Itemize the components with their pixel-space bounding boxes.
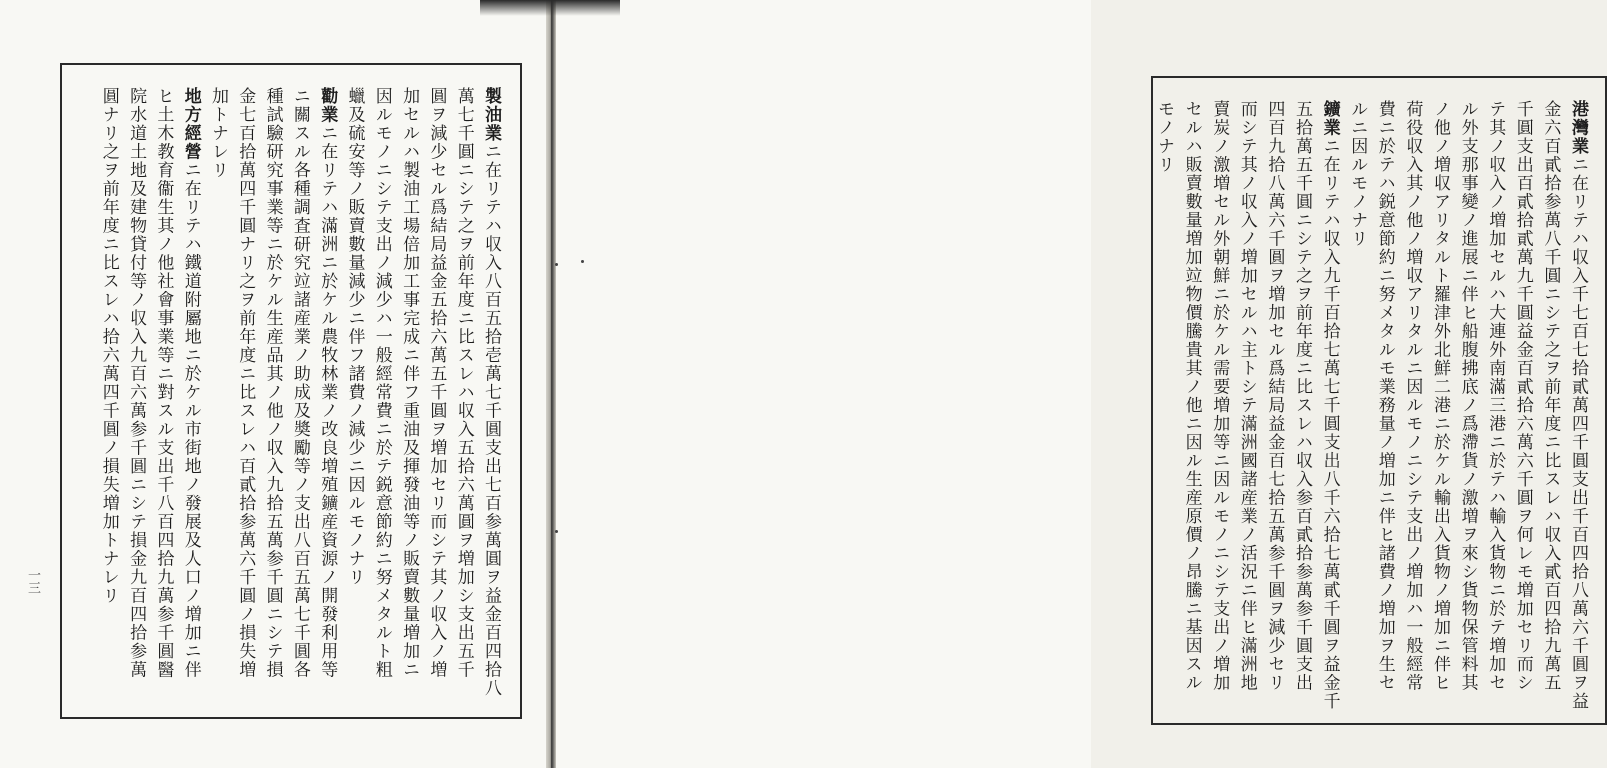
text-column [180, 87, 202, 709]
section-heading: 鑛業 [1319, 100, 1340, 137]
text-column [1457, 100, 1479, 715]
column-text: 圓ナリ之ヲ前年度ニ比スレハ拾六萬四千圓ノ損失増加トナレリ [98, 87, 119, 605]
text-column [480, 87, 502, 709]
text-column [207, 87, 229, 709]
scan-shadow [480, 0, 620, 16]
text-column [1512, 100, 1534, 715]
column-text: ニ在リテハ滿洲ニ於ケル農牧林業ノ改良増殖鑛産資源ノ開發利用等 [317, 124, 338, 679]
scan-speck [555, 263, 558, 266]
scan-speck [555, 530, 558, 533]
text-column [344, 87, 366, 709]
text-column [1153, 100, 1175, 715]
text-column [1429, 100, 1451, 715]
column-text: 蠟及硫安等ノ販賣數量減少ニ伴フ諸費ノ減少ニ因ルモノナリ [344, 87, 365, 587]
column-text: 萬七千圓ニシテ之ヲ前年度ニ比スレハ収入五拾六萬圓ヲ増加シ支出五千 [453, 87, 474, 679]
text-column [453, 87, 475, 709]
column-text: 圓ヲ減少セル爲結局益金五拾六萬五千圓ヲ増加セリ而シテ其ノ収入ノ増 [426, 87, 447, 679]
text-column [1291, 100, 1313, 715]
text-column [1208, 100, 1230, 715]
text-column [425, 87, 447, 709]
column-text: セルハ販賣數量増加竝物價騰貴其ノ他ニ因ル生産原價ノ昂騰ニ基因スル [1181, 100, 1202, 692]
left-page [0, 0, 548, 768]
column-text: 院水道土地及建物貸付等ノ収入九百六萬参千圓ニシテ損金九百四拾参萬 [126, 87, 147, 679]
text-column [1374, 100, 1396, 715]
column-text: ニ在リテハ収入八百五拾壱萬七千圓支出七百参萬圓ヲ益金百四拾八 [481, 142, 501, 698]
column-text: 荷役収入其ノ他ノ増収アリタルニ因ルモノニシテ支出ノ増加ハ一般經常 [1402, 100, 1423, 692]
text-column [289, 87, 311, 709]
text-column [1263, 100, 1285, 715]
book-gutter [546, 0, 556, 768]
column-text: ニ在リテハ収入千七百七拾貳萬四千圓支出千百四拾八萬六千圓ヲ益 [1568, 155, 1588, 711]
text-column [1181, 100, 1203, 715]
right-page-text-frame [1151, 76, 1607, 725]
section-heading: 港灣業 [1568, 100, 1588, 156]
column-text: テ其ノ収入ノ増加セルハ大連外南滿三港ニ於テハ輸入貨物ニ於テ増加セ [1485, 100, 1506, 692]
column-text: 四百九拾八萬六千圓ヲ増加セル爲結局益金百七拾五萬参千圓ヲ減少セリ [1264, 100, 1285, 692]
text-column [234, 87, 256, 709]
text-column [125, 87, 147, 709]
column-text: 加セルハ製油工場倍加工事完成ニ伴フ重油及揮發油等ノ販賣數量増加ニ [399, 87, 420, 679]
column-text: ニ關スル各種調査研究竝諸産業ノ助成及奬勵等ノ支出八百五萬七千圓各 [289, 87, 310, 679]
column-text: ル外支那事變ノ進展ニ伴ヒ船腹拂底ノ爲滯貨ノ激増ヲ來シ貨物保管料其 [1457, 100, 1478, 692]
text-column [1346, 100, 1368, 715]
column-text: ニ在リテハ鐵道附屬地ニ於ケル市街地ノ發展及人口ノ増加ニ伴 [180, 161, 201, 679]
text-column [1401, 100, 1423, 715]
column-text: 加トナレリ [208, 87, 228, 180]
text-column [1539, 100, 1561, 715]
column-text: 千圓支出百貳拾貳萬九千圓益金百貳拾六萬六千圓ヲ何レモ増加セリ而シ [1512, 100, 1533, 692]
text-column [1484, 100, 1506, 715]
column-text: モノナリ [1154, 100, 1174, 174]
text-column [371, 87, 393, 709]
column-text: 因ルモノニシテ支出ノ減少ハ一般經常費ニ於テ鋭意節約ニ努メタルト粗 [371, 87, 392, 679]
column-text: 五拾萬五千圓ニシテ之ヲ前年度ニ比スレハ収入参百貳拾参萬参千圓支出 [1292, 100, 1312, 692]
column-text: 費ニ於テハ鋭意節約ニ努メタルモ業務量ノ増加ニ伴ヒ諸費ノ増加ヲ生セ [1374, 100, 1395, 692]
right-page [553, 0, 1588, 768]
scan-speck [581, 260, 584, 263]
column-text: 金六百貳拾参萬八千圓ニシテ之ヲ前年度ニ比スレハ収入貳百四拾九萬五 [1540, 100, 1561, 692]
text-column [1319, 100, 1341, 715]
section-heading: 地方經營 [180, 87, 201, 161]
text-column [398, 87, 420, 709]
column-text: 種試驗研究事業等ニ於ケル生産品其ノ他ノ収入九拾五萬参千圓ニシテ損 [262, 87, 283, 679]
page-number: 一三 [25, 568, 40, 594]
text-column [316, 87, 338, 709]
section-heading: 勸業 [317, 87, 338, 124]
column-text: 金七百拾萬四千圓ナリ之ヲ前年度ニ比スレハ百貳拾参萬六千圓ノ損失増 [235, 87, 256, 679]
column-text: 賣炭ノ激増セル外朝鮮ニ於ケル需要増加等ニ因ルモノニシテ支出ノ増加 [1209, 100, 1230, 692]
text-column [1236, 100, 1258, 715]
column-text: ヒ土木教育衞生其ノ他社會事業等ニ對スル支出千八百四拾九萬参千圓醫 [153, 87, 174, 679]
text-column [152, 87, 174, 709]
section-heading: 製油業 [481, 87, 501, 143]
column-text: ルニ因ルモノナリ [1347, 100, 1368, 248]
column-text: ノ他ノ増収アリタルト羅津外北鮮二港ニ於ケル輸出入貨物ノ増加ニ伴ヒ [1430, 100, 1450, 692]
column-text: 而シテ其ノ収入ノ増加セルハ主トシテ滿洲國諸産業ノ活況ニ伴ヒ滿洲地 [1236, 100, 1257, 692]
text-column [98, 87, 120, 709]
text-column [1567, 100, 1589, 715]
left-page-text-frame [60, 63, 522, 719]
column-text: ニ在リテハ収入九千百拾七萬七千圓支出八千六拾七萬貳千圓ヲ益金千 [1319, 137, 1340, 711]
text-column [262, 87, 284, 709]
